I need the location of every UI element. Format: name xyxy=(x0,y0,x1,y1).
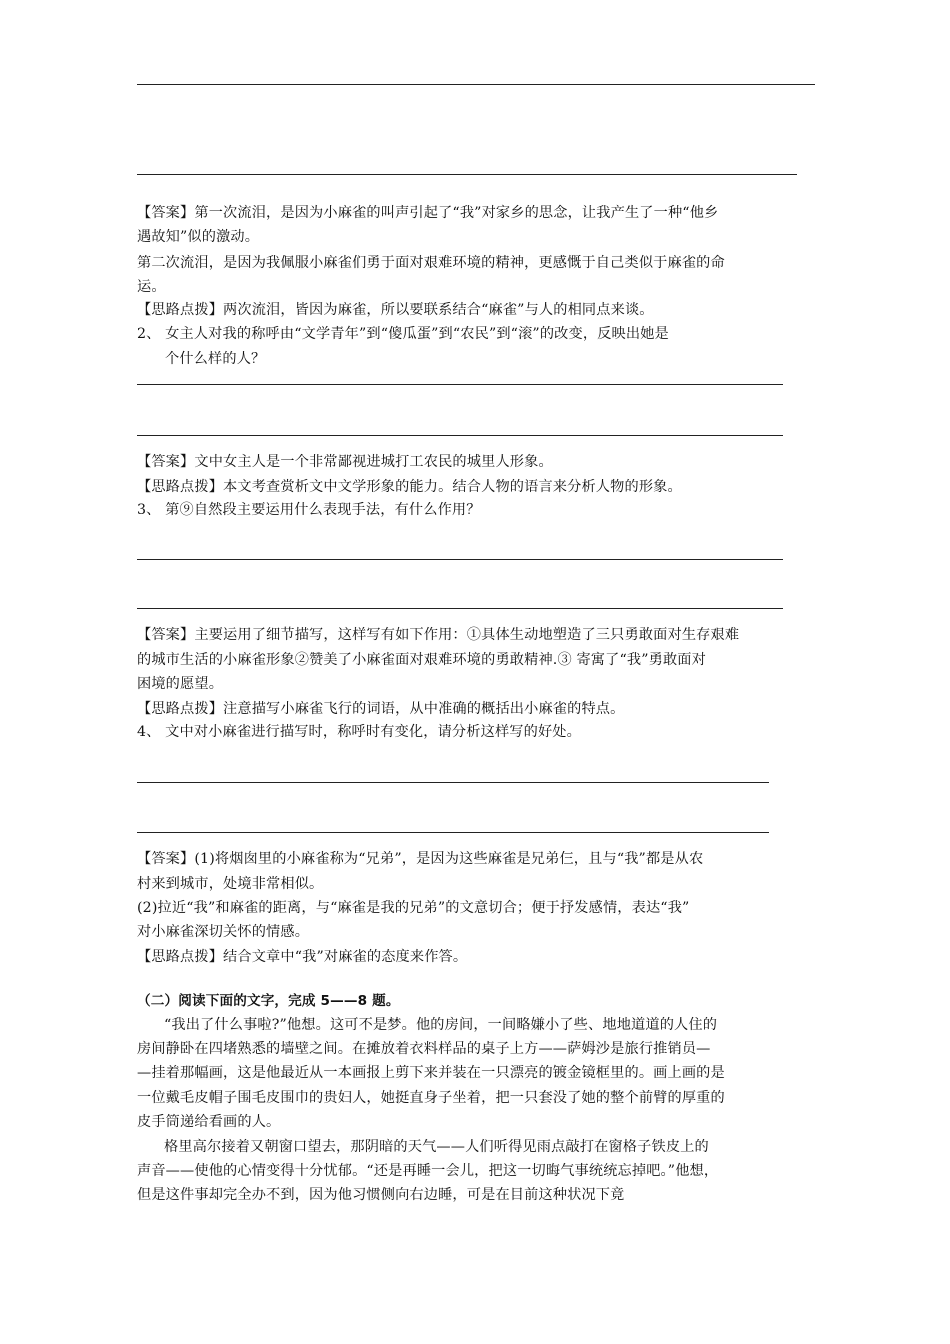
q4-answer-line: (2)拉近“我”和麻雀的距离，与“麻雀是我的兄弟”的文意切合；便于抒发感情，表达“我” xyxy=(137,900,690,916)
passage-line: 但是这件事却完全办不到，因为他习惯侧向右边睡，可是在目前这种状况下竟 xyxy=(137,1187,625,1203)
answer-blank-line xyxy=(137,384,783,385)
q2-answer: 【答案】文中女主人是一个非常鄙视进城打工农民的城里人形象。 xyxy=(137,454,553,470)
passage-line: 房间静卧在四堵熟悉的墙壁之间。在摊放着衣料样品的桌子上方——萨姆沙是旅行推销员— xyxy=(137,1041,711,1057)
answer-blank-line xyxy=(137,559,783,560)
q4-hint: 【思路点拨】结合文章中“我”对麻雀的态度来作答。 xyxy=(137,949,468,965)
passage-line: —挂着那幅画，这是他最近从一本画报上剪下来并装在一只漂亮的镀金镜框里的。画上画的是 xyxy=(137,1065,725,1081)
q4-answer-line: 村来到城市，处境非常相似。 xyxy=(137,876,324,892)
answer-blank-line xyxy=(137,832,769,833)
q1-answer-line: 遇故知”似的激动。 xyxy=(137,229,260,245)
q2-question-line: 个什么样的人？ xyxy=(165,351,266,367)
passage-line: 皮手筒递给看画的人。 xyxy=(137,1114,281,1130)
answer-blank-line xyxy=(137,174,797,175)
q3-hint: 【思路点拨】注意描写小麻雀飞行的词语，从中准确的概括出小麻雀的特点。 xyxy=(137,701,625,717)
q1-answer-line: 运。 xyxy=(137,279,166,295)
q2-hint: 【思路点拨】本文考查赏析文中文学形象的能力。结合人物的语言来分析人物的形象。 xyxy=(137,479,682,495)
passage-line: “我出了什么事啦?”他想。这可不是梦。他的房间，一间略嫌小了些、地地道道的人住的 xyxy=(164,1017,718,1033)
passage-line: 格里高尔接着又朝窗口望去，那阴暗的天气——人们听得见雨点敲打在窗格子铁皮上的 xyxy=(164,1139,709,1155)
q4-answer-line: 对小麻雀深切关怀的情感。 xyxy=(137,924,310,940)
answer-blank-line xyxy=(137,782,769,783)
q3-question: 3、 第⑨自然段主要运用什么表现手法，有什么作用？ xyxy=(137,502,481,518)
answer-blank-line xyxy=(137,84,815,85)
q2-question-line: 2、 女主人对我的称呼由“文学青年”到“傻瓜蛋”到“农民”到“滚”的改变，反映出她是 xyxy=(137,326,669,342)
q1-answer-line: 【答案】第一次流泪，是因为小麻雀的叫声引起了“我”对家乡的思念，让我产生了一种“他乡 xyxy=(137,205,719,221)
answer-blank-line xyxy=(137,608,783,609)
q1-answer-line: 第二次流泪，是因为我佩服小麻雀们勇于面对艰难环境的精神，更感慨于自己类似于麻雀的命 xyxy=(137,255,725,271)
answer-blank-line xyxy=(137,435,783,436)
passage-line: 声音——使他的心情变得十分忧郁。“还是再睡一会儿，把这一切晦气事统统忘掉吧。”他想， xyxy=(137,1163,719,1179)
q3-answer-line: 的城市生活的小麻雀形象②赞美了小麻雀面对艰难环境的勇敢精神.③ 寄寓了“我”勇敢面对 xyxy=(137,652,706,668)
q4-question: 4、 文中对小麻雀进行描写时，称呼时有变化，请分析这样写的好处。 xyxy=(137,724,581,740)
passage-line: 一位戴毛皮帽子围毛皮围巾的贵妇人，她挺直身子坐着，把一只套没了她的整个前臂的厚重的 xyxy=(137,1090,725,1106)
q3-answer-line: 困境的愿望。 xyxy=(137,676,224,692)
section-heading: （二）阅读下面的文字，完成 5——8 题。 xyxy=(137,993,400,1009)
q4-answer-line: 【答案】(1)将烟囱里的小麻雀称为“兄弟”，是因为这些麻雀是兄弟仨，且与“我”都是从农 xyxy=(137,851,704,867)
q1-hint: 【思路点拨】两次流泪，皆因为麻雀，所以要联系结合“麻雀”与人的相同点来谈。 xyxy=(137,302,654,318)
q3-answer-line: 【答案】主要运用了细节描写，这样写有如下作用：①具体生动地塑造了三只勇敢面对生存艰难 xyxy=(137,627,740,643)
